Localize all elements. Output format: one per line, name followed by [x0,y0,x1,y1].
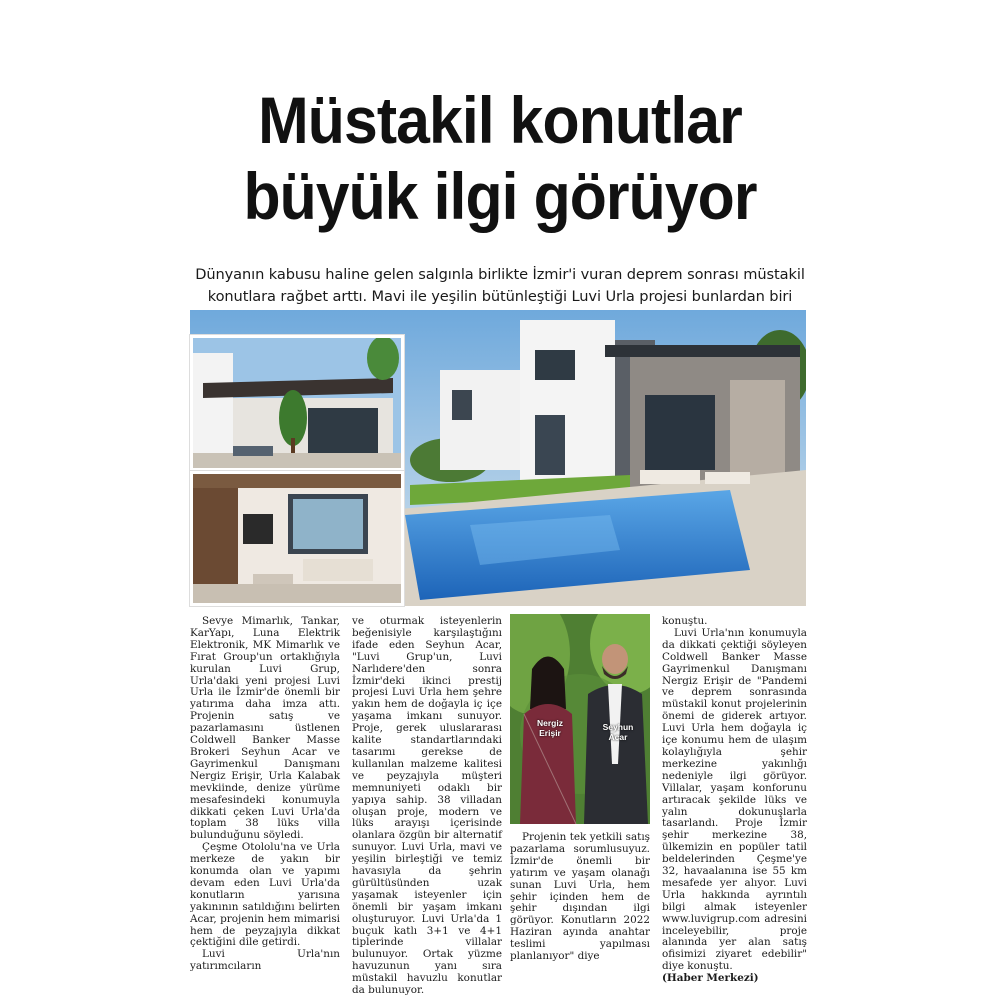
headline [215,82,785,234]
signoff: (Haber Merkezi) [662,972,759,985]
article-column-2 [352,616,502,997]
headline-line-1: Müstakil konutlar [258,83,742,157]
subheadline-line-2: konutlara rağbet arttı. Mavi ile yeşilin bütünleştiği Luvi Urla projesi bunlardan biri [207,288,793,305]
subheadline-line-1: Dünyanın kabusu haline gelen salgınla birlikte İzmir'i vuran deprem sonrası müstakil [195,266,805,283]
caption-nergiz: Nergiz Erişir [537,718,563,738]
column-1-paragraph-1: Sevye Mimarlık, Tankar, KarYapı, Luna Elektrik Elektronik, MK Mimarlık ve Fırat Group'un ortaklığıyla kurulan Luvi Grup, Urla'daki yeni projesi Luvi Urla ile İzmir'de önemli bir yatırıma daha imza attı. Projenin satış ve pazarlamasını üstlenen Coldwell Banker Masse Brokeri Seyhun Acar ve Gayrimenkul Danışmanı Nergiz Erişir, Urla Kalabak mevkiinde, denize yürüme mesafesindeki konumuyla dikkati çeken Luvi Urla'da toplam 38 lüks villa bulunduğunu söyledi. [190,615,340,842]
article-column-1 [190,616,340,973]
article-column-4 [662,616,807,985]
villa-interior-inset [190,471,404,606]
subheadline [190,264,810,308]
column-3-paragraph-1: Projenin tek yetkili satış pazarlama sorumlusuyuz. İzmir'de önemli bir yatırım ve yaşam olanağı sunan Luvi Urla, hem şehir içinden hem de şehir dışından ilgi görüyor. Konutların 2022 Haziran ayında anahtar teslimi yapılması planlanıyor" diye [510,831,650,963]
column-1-paragraph-3: Luvi Urla'nın yatırımcıların [190,948,340,973]
column-2-paragraph-1: ve oturmak isteyenlerin beğenisiyle karşılaştığını ifade eden Seyhun Acar, "Luvi Grup'un, Luvi Narlıdere'den sonra İzmir'deki ikinci prestij projesi Luvi Urla hem şehre yakın hem de doğayla iç içe yaşama imkanı sunuyor. Proje, gerek uluslararası kalite standartlarındaki tasarımı gerekse de kullanılan malzeme kalitesi ve peyzajıyla müşteri memnuniyeti odaklı bir yapıya sahip. 38 villadan oluşan proje, modern ve lüks arayışı içerisinde olanlara özgün bir alternatif sunuyor. Luvi Urla, mavi ve yeşilin birleştiği ve temiz havasıyla da şehrin gürültüsünden uzak yaşamak isteyenler için önemli bir yaşam imkanı oluşturuyor. Luvi Urla'da 1 buçuk katlı 3+1 ve 4+1 tiplerinde villalar bulunuyor. Ortak yüzme havuzunun yanı sıra müstakil havuzlu konutlar da bulunuyor. [352,615,502,997]
headline-line-2: büyük ilgi görüyor [243,159,757,233]
article-column-3 [510,832,650,963]
caption-seyhun: Seyhun Acar [602,722,634,742]
column-4-paragraph-1: konuştu. [662,615,708,627]
villa-exterior-inset [190,335,404,471]
column-1-paragraph-2: Çeşme Otololu'na ve Urla merkeze de yakın bir konumda olan ve yapımı devam eden Luvi Urla'da konutların yarısına yakınının satıldığını belirten Acar, projenin hem mimarisi hem de peyzajıyla dikkat çektiğini dile getirdi. [190,841,340,949]
column-4-paragraph-2: Luvi Urla'nın konumuyla da dikkati çektiği söyleyen Coldwell Banker Masse Gayrimenkul Danışmanı Nergiz Erişir de "Pandemi ve deprem sonrasında müstakil konut projelerinin önemi de giderek artıyor. Luvi Urla hem doğayla iç içe konumu hem de ulaşım kolaylığıyla şehir merkezine yakınlığı nedeniyle ilgi görüyor. Villalar, yaşam konforunu artıracak şekilde lüks ve yalın dokunuşlarla tasarlandı. Proje İzmir şehir merkezine 38, ülkemizin en popüler tatil beldelerinden Çeşme'ye 32, havaalanına ise 55 km mesafede yer alıyor. Luvi Urla hakkında ayrıntılı bilgi almak isteyenler www.luvigrup.com adresini inceleyebilir, proje alanında yer alan satış ofisimizi ziyaret edebilir" diye konuştu. [662,626,807,973]
